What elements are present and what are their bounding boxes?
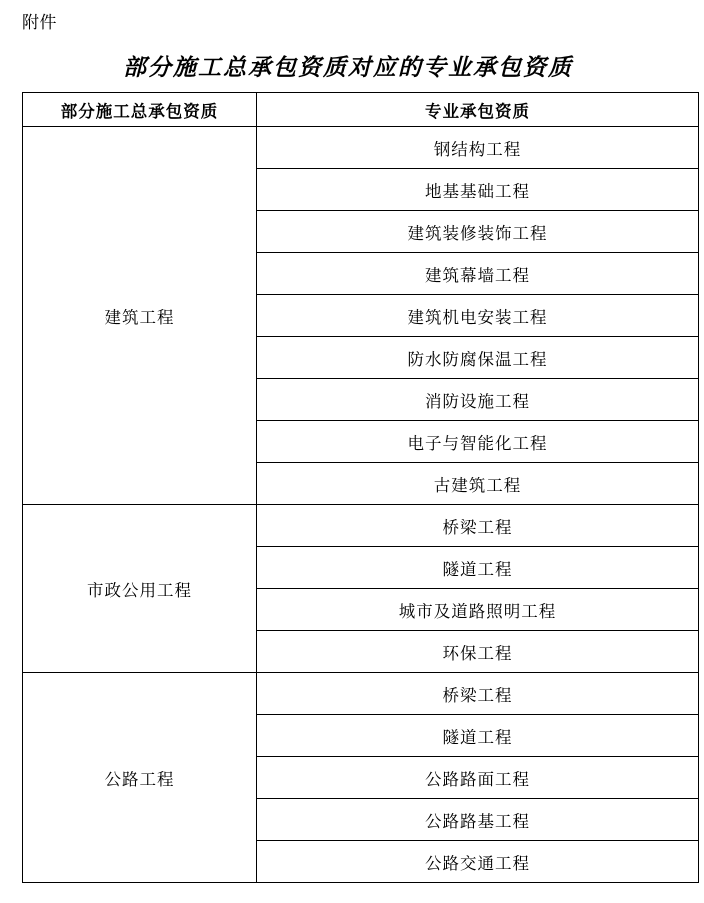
specialty-cell: 古建筑工程 [257, 463, 699, 505]
category-cell: 市政公用工程 [23, 505, 257, 673]
attachment-label: 附件 [22, 13, 57, 32]
specialty-cell: 防水防腐保温工程 [257, 337, 699, 379]
page-title: 部分施工总承包资质对应的专业承包资质 [123, 55, 573, 80]
specialty-cell: 隧道工程 [257, 715, 699, 757]
specialty-cell: 城市及道路照明工程 [257, 589, 699, 631]
table-row [23, 127, 699, 169]
qualification-table [22, 92, 699, 883]
specialty-cell: 桥梁工程 [257, 505, 699, 547]
specialty-cell: 建筑机电安装工程 [257, 295, 699, 337]
column-header-general-contracting: 部分施工总承包资质 [23, 93, 257, 127]
specialty-cell: 钢结构工程 [257, 127, 699, 169]
specialty-cell: 公路路面工程 [257, 757, 699, 799]
specialty-cell: 消防设施工程 [257, 379, 699, 421]
table-row [23, 505, 699, 547]
table-header-row [23, 93, 699, 127]
category-cell: 公路工程 [23, 673, 257, 883]
table-body [23, 127, 699, 883]
table-row [23, 673, 699, 715]
specialty-cell: 电子与智能化工程 [257, 421, 699, 463]
column-header-specialty-contracting: 专业承包资质 [257, 93, 699, 127]
specialty-cell: 公路路基工程 [257, 799, 699, 841]
category-cell: 建筑工程 [23, 127, 257, 505]
specialty-cell: 建筑幕墙工程 [257, 253, 699, 295]
specialty-cell: 隧道工程 [257, 547, 699, 589]
specialty-cell: 地基基础工程 [257, 169, 699, 211]
specialty-cell: 公路交通工程 [257, 841, 699, 883]
specialty-cell: 环保工程 [257, 631, 699, 673]
specialty-cell: 桥梁工程 [257, 673, 699, 715]
specialty-cell: 建筑装修装饰工程 [257, 211, 699, 253]
document-page [0, 14, 704, 903]
